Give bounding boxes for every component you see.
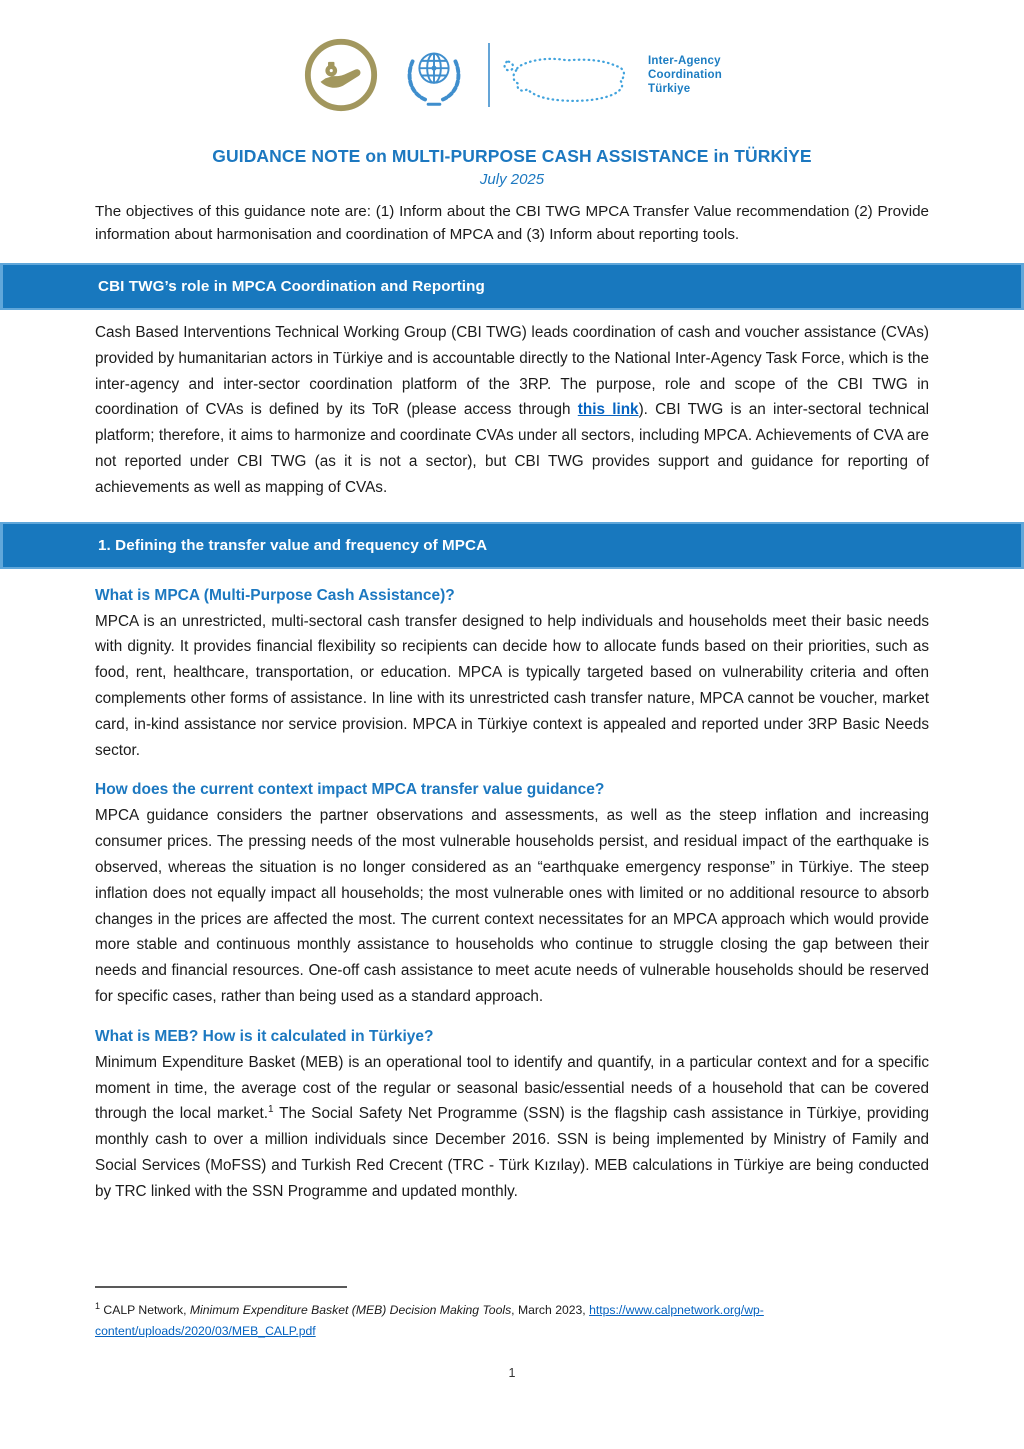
footnote-work-title: Minimum Expenditure Basket (MEB) Decision Making Tools (189, 1303, 512, 1318)
calp-network-link[interactable]: https://www.calpnetwork.org/wp-content/uploads/2020/03/MEB_CALP.pdf (95, 1303, 764, 1339)
what-is-mpca-paragraph: MPCA is an unrestricted, multi-sectoral cash transfer designed to help individuals and households meet their basic needs with dignity. It provides financial flexibility so recipients can decide how to allocate funds based on their priorities, such as food, rent, healthcare, transportation, or education. MPCA is typically targeted based on vulnerability criteria and often complements other forms of assistance. In line with its unrestricted cash transfer nature, MPCA cannot be voucher, market card, in-kind assistance nor service provision. MPCA in Türkiye context is appealed and reported under 3RP Basic Needs sector. (95, 612, 929, 759)
section-banner-label: 1. Defining the transfer value and frequency of MPCA (98, 536, 488, 554)
footnote-separator (95, 1286, 347, 1288)
paragraph-text: Minimum Expenditure Basket (MEB) is an operational tool to identify and quantify, in a particular context and for a specific moment in time, the average cost of the regular or seasonal basic/essential needs of a household that can be covered through the local market. (95, 1053, 929, 1123)
page-title: GUIDANCE NOTE on MULTI-PURPOSE CASH ASSISTANCE in TÜRKİYE (212, 146, 812, 166)
tor-link[interactable]: this link (577, 401, 639, 419)
paragraph-text: The Social Safety Net Programme (SSN) is the flagship cash assistance in Türkiye, providing monthly cash to over a million individuals since December 2016. SSN is being implemented by Ministry of Family and Social Services (MoFSS) and Turkish Red Crecent (TRC - Türk Kızılay). MEB calculations in Türkiye are being conducted by TRC linked with the SSN Programme and updated monthly. (95, 1105, 929, 1200)
what-is-meb-paragraph (95, 1050, 929, 1205)
inter-agency-wordmark (648, 54, 722, 96)
section-banner-cbi-twg-role (0, 263, 1024, 310)
footnote-middle: , March 2023, (511, 1303, 590, 1318)
paragraph-text: ). CBI TWG is an inter-sectoral technical platform; therefore, it aims to harmonize and coordinate CVAs under all sectors, including MPCA. Achievements of CVA are not reported under CBI TWG (as it is not a sector), but CBI TWG provides support and guidance for reporting of achievements as well as mapping of CVAs. (95, 401, 929, 496)
footnote-text (95, 1296, 934, 1342)
footnote-prefix: CALP Network, (100, 1303, 190, 1318)
document-date: July 2025 (479, 171, 545, 188)
subsection-heading-current-context: How does the current context impact MPCA transfer value guidance? (95, 781, 605, 799)
cash-assistance-logo-icon (302, 36, 380, 114)
paragraph-text: Cash Based Interventions Technical Working Group (CBI TWG) leads coordination of cash and voucher assistance (CVAs) provided by humanitarian actors in Türkiye and is accountable directly to the National Inter-Agency Task Force, which is the inter-agency and inter-sector coordination platform of the 3RP. The purpose, role and scope of the CBI TWG in coordination of CVAs is defined by its ToR (please access through (95, 324, 929, 419)
current-context-paragraph: MPCA guidance considers the partner observations and assessments, as well as the steep inflation and increasing consumer prices. The pressing needs of the most vulnerable households persist, and residual impact of the earthquake is observed, whereas the situation is no longer considered as an “earthquake emergency response” in Türkiye. The steep inflation does not equally impact all households; the most vulnerable ones with limited or no additional resource to absorb changes in the prices are affected the most. The current context necessitates for an MPCA approach which would provide more stable and continuous monthly assistance to households who continue to struggle closing the gap between their needs and financial resources. One-off cash assistance to meet acute needs of vulnerable households should be reserved for specific cases, rather than being used as a standard approach. (95, 807, 929, 1005)
header-logos (0, 35, 1024, 115)
section-banner-label: CBI TWG’s role in MPCA Coordination and Reporting (98, 278, 485, 295)
subsection-heading-what-is-mpca: What is MPCA (Multi-Purpose Cash Assistance)? (95, 586, 455, 604)
un-logo-icon (393, 36, 475, 114)
inter-agency-line-3: Türkiye (648, 83, 691, 95)
page-number: 1 (508, 1366, 516, 1380)
section-banner-defining-transfer-value (0, 522, 1024, 569)
footnote-reference[interactable]: 1 (268, 1104, 274, 1116)
logo-divider (488, 43, 490, 107)
turkiye-map-icon (503, 42, 635, 108)
inter-agency-line-2: Coordination (648, 69, 722, 81)
cbi-twg-paragraph (95, 320, 929, 501)
inter-agency-line-1: Inter-Agency (648, 55, 721, 67)
footnote-area (95, 1286, 934, 1342)
footnote-marker: 1 (95, 1301, 101, 1311)
subsection-heading-what-is-meb: What is MEB? How is it calculated in Türkiye? (95, 1027, 434, 1045)
objectives-paragraph: The objectives of this guidance note are: (1) Inform about the CBI TWG MPCA Transfer Value recommendation (2) Provide information about harmonisation and coordination of MPCA and (3) Inform about reporting tools. (95, 203, 929, 243)
